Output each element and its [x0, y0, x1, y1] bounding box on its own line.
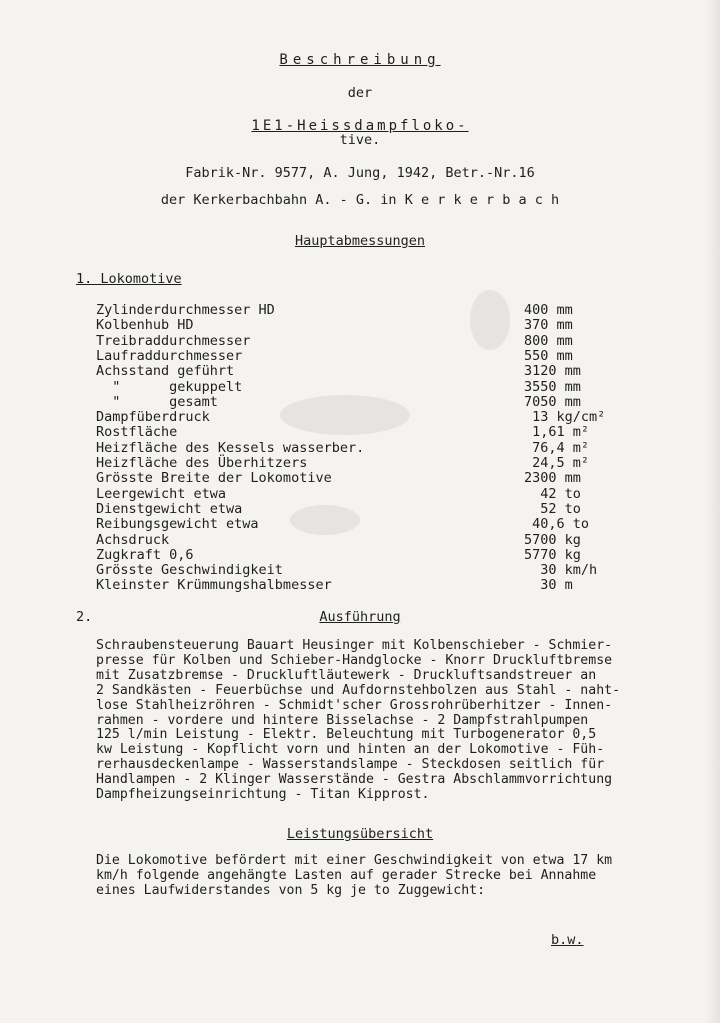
text-line: 2 Sandkästen - Feuerbüchse und Aufdornstehbolzen aus Stahl - naht- [96, 682, 621, 698]
spec-label: Reibungsgewicht etwa [96, 516, 259, 533]
spec-row [96, 470, 616, 485]
railway-line: der Kerkerbachbahn A. - G. in K e r k e r b a c h [160, 192, 560, 208]
spec-value: 800 mm [524, 332, 573, 349]
spec-value: 30 km/h [524, 562, 598, 579]
spec-label: Dampfüberdruck [96, 409, 210, 426]
text-line: eines Laufwiderstandes von 5 kg je to Zuggewicht: [96, 882, 486, 898]
spec-label: Zugkraft 0,6 [96, 546, 194, 563]
spec-value: 550 mm [524, 347, 573, 364]
spec-label: Leergewicht etwa [96, 485, 227, 502]
text-line: km/h folgende angehängte Lasten auf gerader Strecke bei Annahme [96, 867, 597, 883]
spec-value: 76,4 m² [524, 439, 590, 456]
page-turn-note: b.w. [551, 932, 584, 948]
text-line: Handlampen - 2 Klinger Wasserstände - Gestra Abschlammvorrichtung [96, 772, 613, 788]
spec-label: Kleinster Krümmungshalbmesser [96, 577, 332, 594]
title-der: der [347, 85, 373, 101]
paper-speckle [470, 290, 510, 350]
document-title: Beschreibung [279, 52, 441, 68]
paper-speckle [280, 395, 410, 435]
spec-label: Achsstand geführt [96, 363, 235, 380]
spec-value: 370 mm [524, 317, 573, 334]
spec-label: " gekuppelt [96, 378, 243, 395]
spec-row [96, 440, 616, 455]
paper-speckle [290, 505, 360, 535]
spec-label: Zylinderdurchmesser HD [96, 302, 275, 318]
spec-value: 3550 mm [524, 378, 581, 395]
execution-paragraph [96, 639, 706, 803]
spec-label: Rostfläche [96, 424, 178, 441]
spec-value: 2300 mm [524, 470, 581, 487]
spec-row [96, 333, 616, 348]
spec-label: Achsdruck [96, 531, 170, 548]
spec-value: 3120 mm [524, 363, 581, 380]
spec-row [96, 532, 616, 547]
spec-value: 24,5 m² [524, 455, 590, 471]
text-line: kw Leistung - Kopflicht vorn und hinten an der Lokomotive - Füh- [96, 742, 605, 758]
spec-row [96, 547, 616, 562]
paper-edge-shadow [706, 0, 720, 1023]
spec-label: Treibraddurchmesser [96, 332, 251, 349]
spec-value: 400 mm [524, 302, 573, 318]
factory-number-line: Fabrik-Nr. 9577, A. Jung, 1942, Betr.-Nr.16 [185, 165, 535, 181]
text-line: Schraubensteuerung Bauart Heusinger mit Kolbenschieber - Schmier- [96, 638, 613, 653]
spec-label: Grösste Breite der Lokomotive [96, 470, 332, 487]
text-line: rerhausdeckenlampe - Wasserstandslampe - Steckdosen seitlich für [96, 757, 605, 773]
spec-row [96, 348, 616, 363]
section2-number: 2. [76, 609, 93, 625]
spec-label: Laufraddurchmesser [96, 347, 243, 364]
spec-row [96, 562, 616, 577]
spec-label: Dienstgewicht etwa [96, 500, 243, 517]
section-heading-performance: Leistungsübersicht [286, 826, 434, 842]
section1-heading: 1. Lokomotive [76, 271, 182, 287]
spec-label: Kolbenhub HD [96, 317, 194, 334]
spec-row [96, 317, 616, 332]
spec-label: Heizfläche des Überhitzers [96, 455, 308, 471]
performance-paragraph [96, 854, 706, 899]
spec-row [96, 577, 616, 592]
locomotive-type-title-cont: tive. [339, 132, 381, 148]
spec-label: Grösste Geschwindigkeit [96, 562, 283, 579]
section2-heading: Ausführung [319, 609, 401, 625]
spec-label: Heizfläche des Kessels wasserber. [96, 439, 365, 456]
text-line: 125 l/min Leistung - Elektr. Beleuchtung mit Turbogenerator 0,5 [96, 727, 597, 743]
spec-row [96, 302, 616, 317]
spec-row [96, 379, 616, 394]
text-line: lose Stahlheizröhren - Schmidt'scher Grossrohrüberhitzer - Innen- [96, 697, 613, 713]
text-line: presse für Kolben und Schieber-Handglocke - Knorr Druckluftbremse [96, 652, 613, 668]
spec-row [96, 363, 616, 378]
spec-row [96, 455, 616, 470]
spec-value: 30 m [524, 577, 573, 594]
spec-value: 52 to [524, 500, 581, 517]
spec-value: 5700 kg [524, 531, 581, 548]
text-line: mit Zusatzbremse - Druckluftläutewerk - Druckluftsandstreuer an [96, 667, 597, 683]
spec-value: 42 to [524, 485, 581, 502]
text-line: Dampfheizungseinrichtung - Titan Kipprost. [96, 787, 430, 803]
spec-value: 5770 kg [524, 546, 581, 563]
text-line: Die Lokomotive befördert mit einer Geschwindigkeit von etwa 17 km [96, 853, 613, 868]
spec-value: 7050 mm [524, 393, 581, 410]
spec-row [96, 486, 616, 501]
spec-value: 1,61 m² [524, 424, 590, 441]
spec-value: 13 kg/cm² [524, 409, 606, 426]
section-heading-main-dimensions: Hauptabmessungen [294, 233, 426, 249]
text-line: rahmen - vordere und hintere Bisselachse - 2 Dampfstrahlpumpen [96, 712, 589, 728]
spec-value: 40,6 to [524, 516, 590, 533]
spec-label: " gesamt [96, 393, 218, 410]
locomotive-type-title: 1E1-Heissdampfloko- [251, 118, 469, 134]
